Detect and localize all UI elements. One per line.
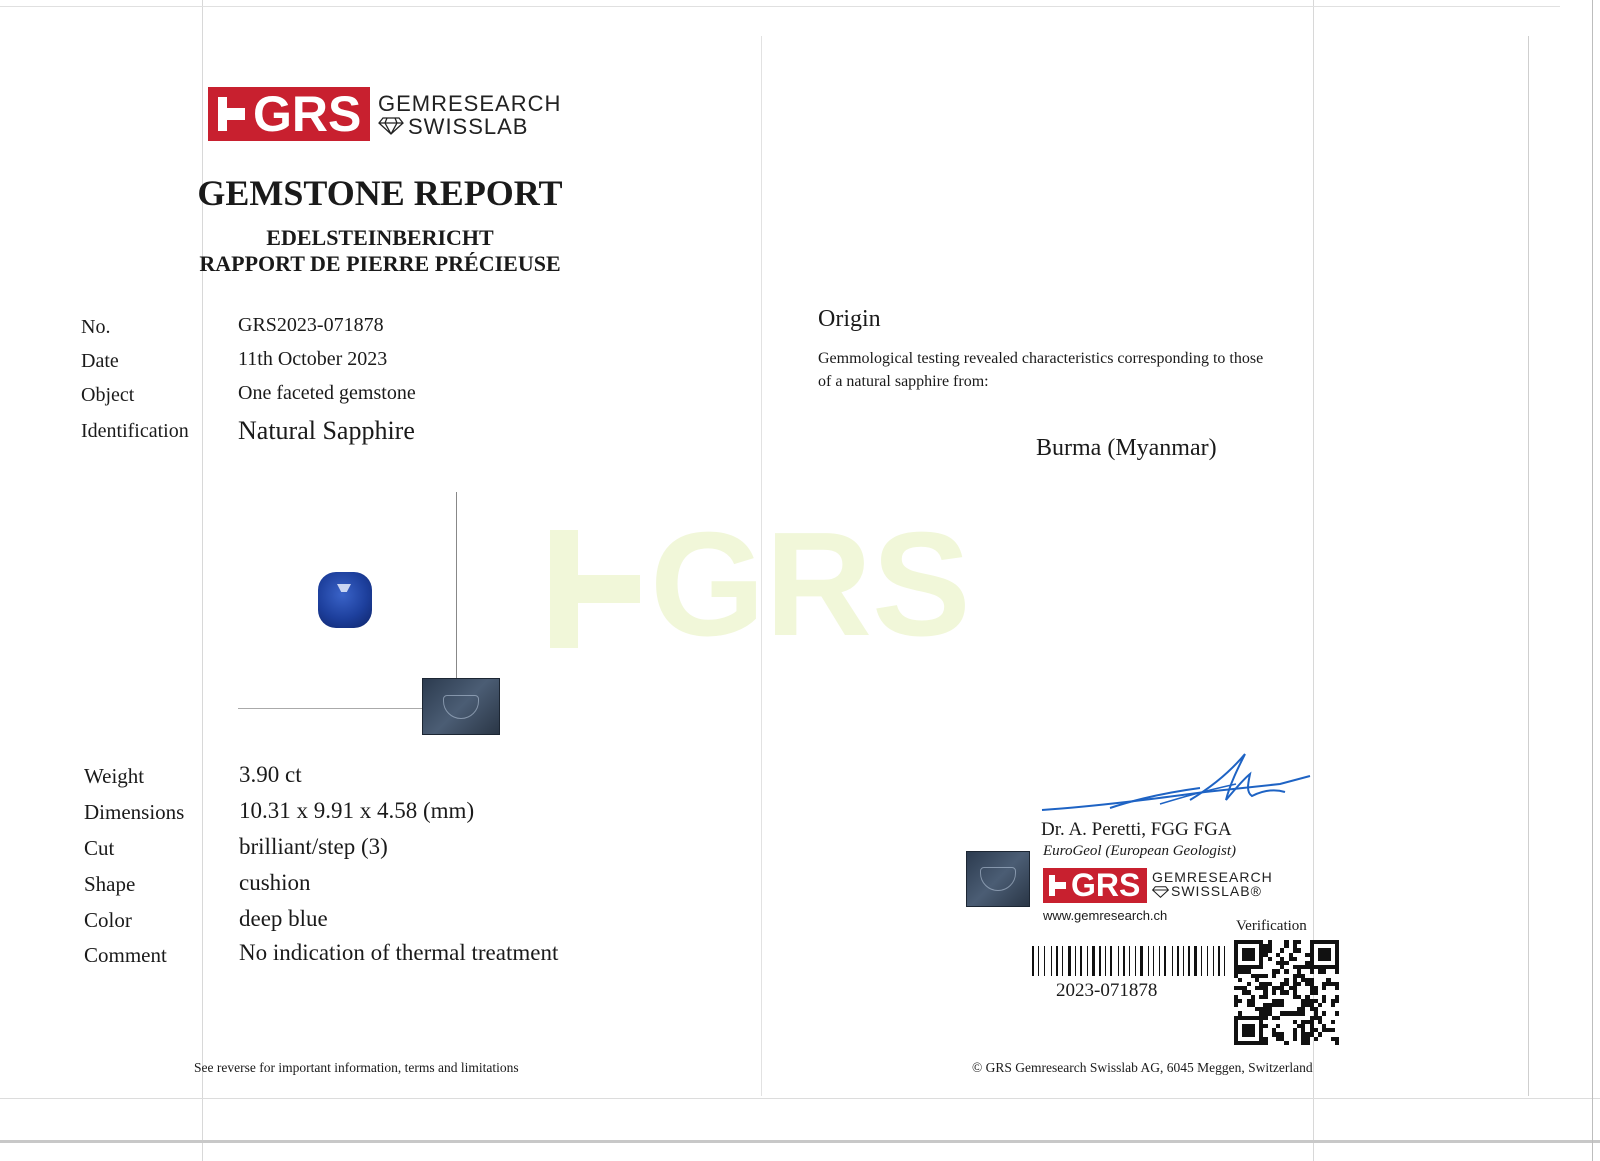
value-identification: Natural Sapphire [238,416,415,445]
barcode-bar [1113,946,1116,976]
verification-label: Verification [1236,918,1307,934]
footer-logo-line1: GEMRESEARCH [1152,869,1273,885]
value-comment: No indication of thermal treatment [239,940,559,965]
label-dimensions: Dimensions [84,800,185,824]
barcode-bar [1044,946,1045,976]
value-dimensions: 10.31 x 9.91 x 4.58 (mm) [239,798,475,823]
barcode-bar [1224,946,1225,976]
page-edge-bottom [0,1098,1600,1099]
barcode-bar [1172,946,1173,976]
label-cut: Cut [84,836,115,860]
logo-line2: SWISSLAB [408,114,529,139]
barcode-bar [1137,946,1138,976]
value-number: GRS2023-071878 [238,314,384,336]
barcode-bar [1153,946,1154,976]
barcode-bar [1075,946,1076,976]
barcode-bar [1144,946,1146,976]
barcode-bar [1218,946,1220,976]
left-footer-note: See reverse for important information, terms and limitations [194,1060,519,1075]
barcode-bar [1155,946,1157,976]
value-weight: 3.90 ct [239,762,302,787]
barcode-bar [1105,946,1106,976]
label-shape: Shape [84,872,136,896]
report-subtitle-fr: RAPPORT DE PIERRE PRÉCIEUSE [199,251,561,276]
barcode-bar [1102,946,1103,976]
barcode-bar [1201,946,1202,976]
barcode-bar [1064,946,1066,976]
barcode-bar [1080,946,1082,976]
barcode-bar [1180,946,1181,976]
barcode-bar [1099,946,1101,976]
logo-line1: GEMRESEARCH [378,91,562,116]
barcode-bar [1040,946,1042,976]
barcode-bar [1194,946,1197,976]
value-date: 11th October 2023 [238,348,388,370]
origin-text-line2: of a natural sapphire from: [818,373,989,390]
barcode-bar [1035,946,1036,976]
barcode-bar [1135,946,1136,976]
barcode-bar [1159,946,1160,976]
barcode-bar [1059,946,1060,976]
barcode-bar [1213,946,1214,976]
signature [1040,748,1320,818]
barcode-bar [1129,946,1130,976]
barcode-bar [1068,946,1071,976]
origin-text-line1: Gemmological testing revealed characteristics corresponding to those [818,350,1264,367]
footer-logo-line2: SWISSLAB® [1171,883,1262,899]
barcode-bar [1167,946,1170,976]
barcode-bar [1118,946,1119,976]
gemstone-photo [318,572,372,628]
barcode-bar [1083,946,1085,976]
barcode-number: 2023-071878 [1056,980,1158,1001]
report-subtitle-de: EDELSTEINBERICHT [266,225,494,250]
barcode-bar [1046,946,1049,976]
barcode-bar [1089,946,1090,976]
barcode-bar [1188,946,1190,976]
barcode-bar [1032,946,1034,976]
page-shadow-bottom [0,1140,1600,1143]
value-shape: cushion [239,870,311,895]
diamond-icon [378,117,404,135]
barcode-bar [1131,946,1133,976]
copyright: © GRS Gemresearch Swisslab AG, 6045 Meggen, Switzerland [972,1060,1313,1075]
footer-logo-brand: GRS [1071,867,1141,903]
report-title: GEMSTONE REPORT [197,173,563,213]
qr-module [1335,1041,1339,1045]
hologram-seal-right [966,851,1030,907]
barcode [1032,946,1231,976]
barcode-bar [1056,946,1058,976]
label-weight: Weight [84,764,145,788]
barcode-bar [1191,946,1192,976]
page-edge-far-right [1592,0,1593,1161]
label-number: No. [81,316,111,338]
barcode-bar [1123,946,1125,976]
label-date: Date [81,350,119,372]
barcode-bar [1174,946,1175,976]
barcode-bar [1077,946,1078,976]
barcode-bar [1148,946,1149,976]
barcode-bar [1096,946,1097,976]
barcode-bar [1140,946,1143,976]
barcode-bar [1092,946,1095,976]
origin-heading: Origin [818,306,881,332]
value-cut: brilliant/step (3) [239,834,388,859]
barcode-bar [1087,946,1088,976]
barcode-bar [1209,946,1211,976]
signer-title: EuroGeol (European Geologist) [1043,843,1237,859]
barcode-bar [1161,946,1162,976]
barcode-bar [1150,946,1151,976]
barcode-bar [1053,946,1054,976]
barcode-bar [1107,946,1108,976]
barcode-bar [1120,946,1121,976]
watermark-text: GRS [650,502,971,667]
barcode-bar [1215,946,1216,976]
barcode-bar [1126,946,1127,976]
page-edge-right [1528,36,1529,1096]
barcode-bar [1207,946,1208,976]
barcode-bar [1038,946,1039,976]
label-comment: Comment [84,943,167,967]
barcode-bar [1185,946,1186,976]
origin-value: Burma (Myanmar) [1036,435,1217,461]
barcode-bar [1183,946,1184,976]
label-color: Color [84,908,132,932]
value-object: One faceted gemstone [238,382,416,404]
website[interactable]: www.gemresearch.ch [1043,908,1168,923]
signer-name: Dr. A. Peretti, FGG FGA [1041,819,1232,840]
value-color: deep blue [239,906,328,931]
barcode-bar [1198,946,1199,976]
barcode-bar [1164,946,1166,976]
barcode-bar [1221,946,1222,976]
diamond-icon-small [1152,886,1169,898]
barcode-bar [1110,946,1112,976]
barcode-bar [1177,946,1179,976]
hologram-seal [422,678,500,735]
qr-code[interactable] [1234,940,1339,1045]
barcode-bar [1226,946,1229,976]
barcode-bar [1203,946,1205,976]
label-identification: Identification [81,420,189,442]
logo-brand: GRS [253,86,362,142]
barcode-bar [1072,946,1073,976]
barcode-bar [1051,946,1052,976]
barcode-bar [1062,946,1063,976]
label-object: Object [81,384,135,406]
page-edge-top [0,6,1560,7]
